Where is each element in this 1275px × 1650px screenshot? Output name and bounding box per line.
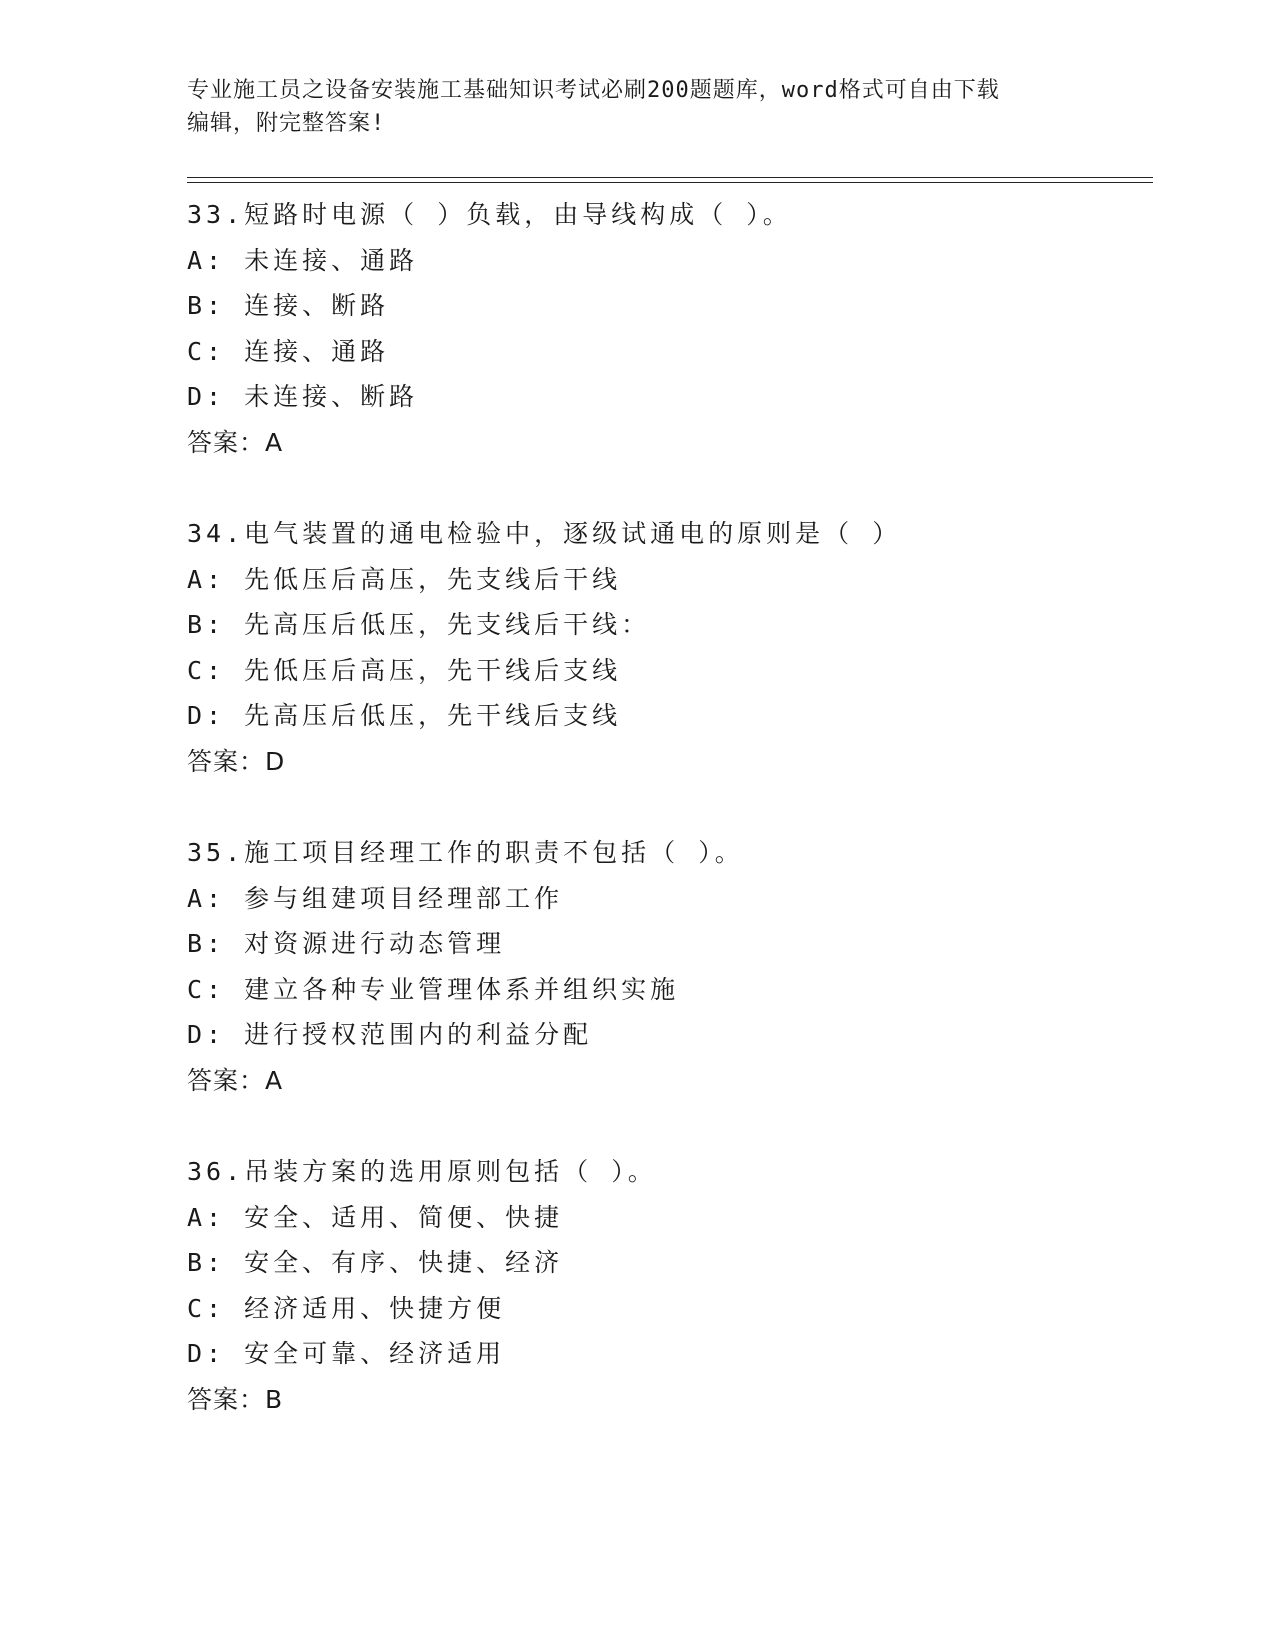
answer-line: 答案：A [187, 427, 284, 457]
answer-line: 答案：B [187, 1384, 284, 1414]
option-c: C: 先低压后高压，先干线后支线 [187, 655, 622, 685]
document-header [187, 74, 1087, 140]
option-c: C: 经济适用、快捷方便 [187, 1293, 506, 1323]
header-line-2: 编辑，附完整答案! [187, 111, 386, 136]
option-d: D: 进行授权范围内的利益分配 [187, 1020, 593, 1050]
option-a: A: 安全、适用、简便、快捷 [187, 1202, 564, 1232]
option-a: A: 未连接、通路 [187, 245, 419, 275]
option-d: D: 未连接、断路 [187, 382, 419, 412]
option-a: A: 参与组建项目经理部工作 [187, 883, 564, 913]
option-b: B: 连接、断路 [187, 291, 390, 321]
question-36 [187, 1149, 1147, 1423]
option-d: D: 先高压后低压，先干线后支线 [187, 701, 622, 731]
option-d: D: 安全可靠、经济适用 [187, 1339, 506, 1369]
question-35 [187, 830, 1147, 1104]
answer-line: 答案：A [187, 1065, 284, 1095]
option-b: B: 安全、有序、快捷、经济 [187, 1248, 564, 1278]
question-stem: 35.施工项目经理工作的职责不包括（ ）。 [187, 838, 744, 867]
option-c: C: 建立各种专业管理体系并组织实施 [187, 974, 680, 1004]
option-c: C: 连接、通路 [187, 336, 390, 366]
option-a: A: 先低压后高压，先支线后干线 [187, 564, 622, 594]
option-b: B: 先高压后低压，先支线后干线： [187, 610, 651, 640]
question-34 [187, 511, 1147, 785]
question-stem: 36.吊装方案的选用原则包括（ ）。 [187, 1157, 657, 1186]
answer-line: 答案：D [187, 746, 286, 776]
question-stem: 34.电气装置的通电检验中，逐级试通电的原则是（ ） [187, 519, 902, 548]
option-b: B: 对资源进行动态管理 [187, 929, 506, 959]
question-stem: 33.短路时电源（ ）负载，由导线构成（ ）。 [187, 200, 792, 229]
header-line-1: 专业施工员之设备安装施工基础知识考试必刷200题题库，word格式可自由下载 [187, 78, 1000, 103]
question-33 [187, 192, 1147, 466]
header-divider-top [187, 177, 1153, 178]
header-divider-bottom [187, 182, 1153, 183]
